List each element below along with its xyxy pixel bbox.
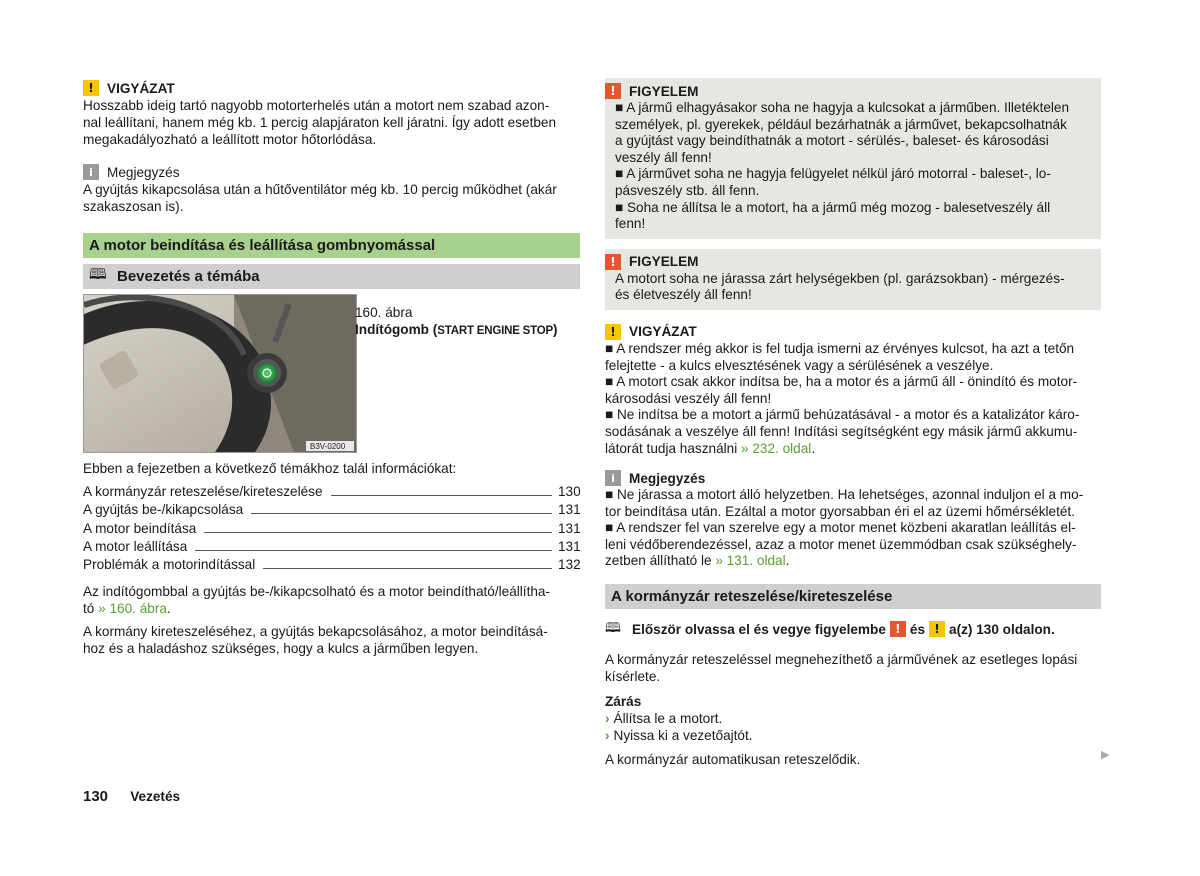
page-number: 130 (83, 788, 109, 805)
read-first-text: Először olvassa el és vegye figyelembe (632, 621, 886, 637)
subsection-heading (83, 264, 580, 289)
figure-title (355, 321, 580, 340)
warning-line: felejtette - a kulcs elvesztésének vagy a sérülésének a veszélye. (605, 357, 994, 373)
text-fragment: . (166, 601, 171, 617)
figure-number: 160. ábra (355, 305, 413, 320)
toc-row[interactable] (83, 484, 580, 502)
toc-label: A gyújtás be-/kikapcsolása (83, 502, 244, 518)
figure (83, 294, 580, 454)
page-footer (83, 788, 180, 805)
note-title: Megjegyzés (629, 470, 706, 486)
paragraph-line (83, 600, 580, 617)
page-link[interactable]: » 131. oldal (715, 553, 786, 569)
paragraph-line: hoz és a haladáshoz szükséges, hogy a kulcs a járműben legyen. (83, 641, 479, 657)
toc-label: Problémák a motorindítással (83, 557, 256, 573)
toc-page: 131 (558, 520, 581, 536)
step-item (605, 727, 1101, 744)
toc-label: A motor beindítása (83, 520, 197, 536)
toc-page: 130 (558, 484, 581, 499)
warning-line: sodásának a veszélye áll fenn! Indítási segítségként egy másik jármű akkumu- (605, 423, 1078, 439)
chapter-name: Vezetés (130, 789, 181, 804)
note-heading (83, 163, 580, 181)
exclamation-icon: ! (605, 324, 621, 340)
caption-suffix: ) (552, 322, 558, 337)
danger-line: fenn! (615, 216, 646, 232)
continue-arrow-icon[interactable]: ▶ (1101, 749, 1110, 761)
danger-box (605, 249, 1101, 310)
page-link[interactable]: » 232. oldal (741, 440, 812, 456)
final-sentence: A kormányzár automatikusan reteszelődik. (605, 752, 861, 768)
danger-line: ■ Soha ne állítsa le a motort, ha a jármű még mozog - balesetveszély áll (615, 199, 1051, 215)
note-line: leni védőberendezéssel, azaz a motor menet üzemmódban csak szükséghely- (605, 536, 1077, 552)
section-title: A motor beindítása és leállítása gombnyomással (89, 237, 436, 254)
note-line: ■ A rendszer fel van szerelve egy a motor menet közbeni akaratlan leállítás el- (605, 520, 1076, 536)
warning-heading (83, 79, 580, 97)
chevron-right-icon: › (605, 728, 610, 744)
danger-title: FIGYELEM (629, 83, 699, 99)
danger-line: A motort soha ne járassa zárt helységekben (pl. garázsokban) - mérgezés- (615, 270, 1065, 286)
danger-heading (605, 253, 1091, 271)
caption-code: START ENGINE STOP (437, 325, 553, 337)
toc-leader (251, 513, 552, 514)
danger-line: veszély áll fenn! (615, 149, 712, 165)
danger-line: ■ A jármű elhagyásakor soha ne hagyja a kulcsokat a járműben. Illetéktelen (615, 100, 1070, 115)
figure-link[interactable]: » 160. ábra (98, 601, 167, 617)
warning-line (605, 441, 1101, 458)
paragraph-line: Az indítógombbal a gyújtás be-/kikapcsolható és a motor beindítható/leállítha- (83, 584, 550, 600)
read-first-text: és (909, 621, 926, 637)
exclamation-icon: ! (605, 254, 621, 270)
toc-row[interactable] (83, 557, 580, 575)
toc-label: A kormányzár reteszelése/kireteszelése (83, 484, 323, 499)
warning-line: ■ A rendszer még akkor is fel tudja ismerni az érvényes kulcsot, ha azt a tetőn (605, 340, 1075, 356)
toc-page: 131 (558, 538, 581, 554)
right-column (605, 76, 1101, 768)
toc-label: A motor leállítása (83, 538, 188, 554)
step-text: Nyissa ki a vezetőajtót. (613, 728, 753, 744)
note-line: szakaszosan is). (83, 199, 184, 214)
paragraph-line: kísérlete. (605, 669, 661, 685)
section-heading (605, 584, 1101, 609)
warning-title: VIGYÁZAT (629, 324, 697, 340)
text-fragment: . (785, 553, 790, 569)
note-heading (605, 469, 1101, 487)
paragraph-line: A kormány kireteszeléséhez, a gyújtás bekapcsolásához, a motor beindításá- (83, 624, 548, 640)
toc-intro: Ebben a fejezetben a következő témákhoz talál információkat: (83, 461, 457, 476)
step-text: Állítsa le a motort. (613, 711, 723, 727)
warning-line: nal leállítani, hanem még kb. 1 percig alapjáraton kell járatni. Így adott esetben (83, 115, 557, 130)
chevron-right-icon: › (605, 711, 610, 727)
exclamation-icon: ! (890, 621, 906, 637)
danger-line: a gyújtást vagy beindíthatnák a motort - sérülés-, baleset- és károsodási (615, 133, 1049, 149)
toc-row[interactable] (83, 502, 580, 520)
danger-heading (605, 82, 1091, 100)
caption-prefix: Indítógomb ( (355, 322, 438, 337)
danger-box (605, 78, 1101, 239)
danger-line: személyek, pl. gyerekek, például bezárhatnák a járművet, bekapcsolhatnák (615, 116, 1067, 132)
lock-title: Zárás (605, 694, 642, 710)
paragraph-line: A kormányzár reteszeléssel megnehezíthető a járművének az esetleges lopási (605, 652, 1078, 668)
text-fragment: látorát tudja használni (605, 440, 742, 456)
warning-line: ■ A motort csak akkor indítsa be, ha a motor és a jármű áll - önindító és motor- (605, 374, 1078, 390)
text-fragment: . (811, 440, 816, 456)
warning-line: Hosszabb ideig tartó nagyobb motorterhelés után a motort nem szabad azon- (83, 98, 550, 113)
toc-leader (263, 568, 552, 569)
note-line: ■ Ne járassa a motort álló helyzetben. Ha lehetséges, azonnal induljon el a mo- (605, 487, 1084, 503)
toc-leader (195, 550, 552, 551)
paragraph (83, 583, 580, 617)
exclamation-icon: ! (83, 80, 99, 96)
book-icon: 🕮 (89, 265, 107, 283)
danger-line: ■ A járművet soha ne hagyja felügyelet nélkül járó motorral - baleset-, lo- (615, 166, 1051, 182)
warning-line: ■ Ne indítsa be a motort a jármű behúzatásával - a motor és a katalizátor káro- (605, 407, 1080, 423)
exclamation-icon: ! (605, 83, 621, 99)
toc-list (83, 484, 580, 575)
paragraph (83, 623, 580, 657)
warning-heading (605, 323, 1101, 341)
read-first-text: a(z) 130 oldalon. (949, 621, 1055, 637)
read-first-line (605, 617, 1101, 641)
danger-title: FIGYELEM (629, 254, 699, 270)
subsection-title: Bevezetés a témába (117, 268, 260, 285)
warning-line: megakadályozható a leállított motor hőtorlódása. (83, 132, 377, 147)
note-block (83, 163, 580, 215)
note-line: A gyújtás kikapcsolása után a hűtőventilátor még kb. 10 percig működhet (akár (83, 182, 557, 197)
note-block (605, 469, 1101, 570)
warning-block (605, 323, 1101, 457)
exclamation-icon: ! (929, 621, 945, 637)
toc-row[interactable] (83, 539, 580, 557)
toc-leader (331, 495, 552, 496)
text-fragment: tó (83, 601, 99, 617)
note-line (605, 553, 1101, 570)
text-fragment: zetben állítható le (605, 553, 716, 569)
steering-wheel-illustration (84, 295, 356, 452)
danger-line: pásveszély stb. áll fenn. (615, 182, 760, 198)
left-column (83, 76, 580, 657)
toc-leader (204, 532, 552, 533)
toc-page: 132 (558, 557, 581, 573)
note-line: tor beindítása után. Ezáltal a motor gyorsabban éri el az üzemi hőmérsékletét. (605, 503, 1075, 519)
toc-row[interactable] (83, 521, 580, 539)
info-icon: i (83, 164, 99, 180)
warning-block (83, 79, 580, 148)
paragraph (605, 651, 1101, 685)
book-icon: 🕮 (605, 620, 622, 637)
toc-page: 131 (558, 502, 581, 518)
note-title: Megjegyzés (107, 164, 180, 180)
steering-wheel-photo (83, 294, 357, 453)
warning-line: károsodási veszély áll fenn! (605, 390, 772, 406)
section-title: A kormányzár reteszelése/kireteszelése (611, 588, 893, 606)
step-item (605, 710, 1101, 727)
info-icon: i (605, 470, 621, 486)
image-code-label: B3V-0200 (310, 442, 346, 451)
danger-line: és életveszély áll fenn! (615, 287, 752, 303)
figure-caption (355, 304, 580, 340)
section-heading (83, 233, 580, 258)
warning-title: VIGYÁZAT (107, 80, 175, 96)
